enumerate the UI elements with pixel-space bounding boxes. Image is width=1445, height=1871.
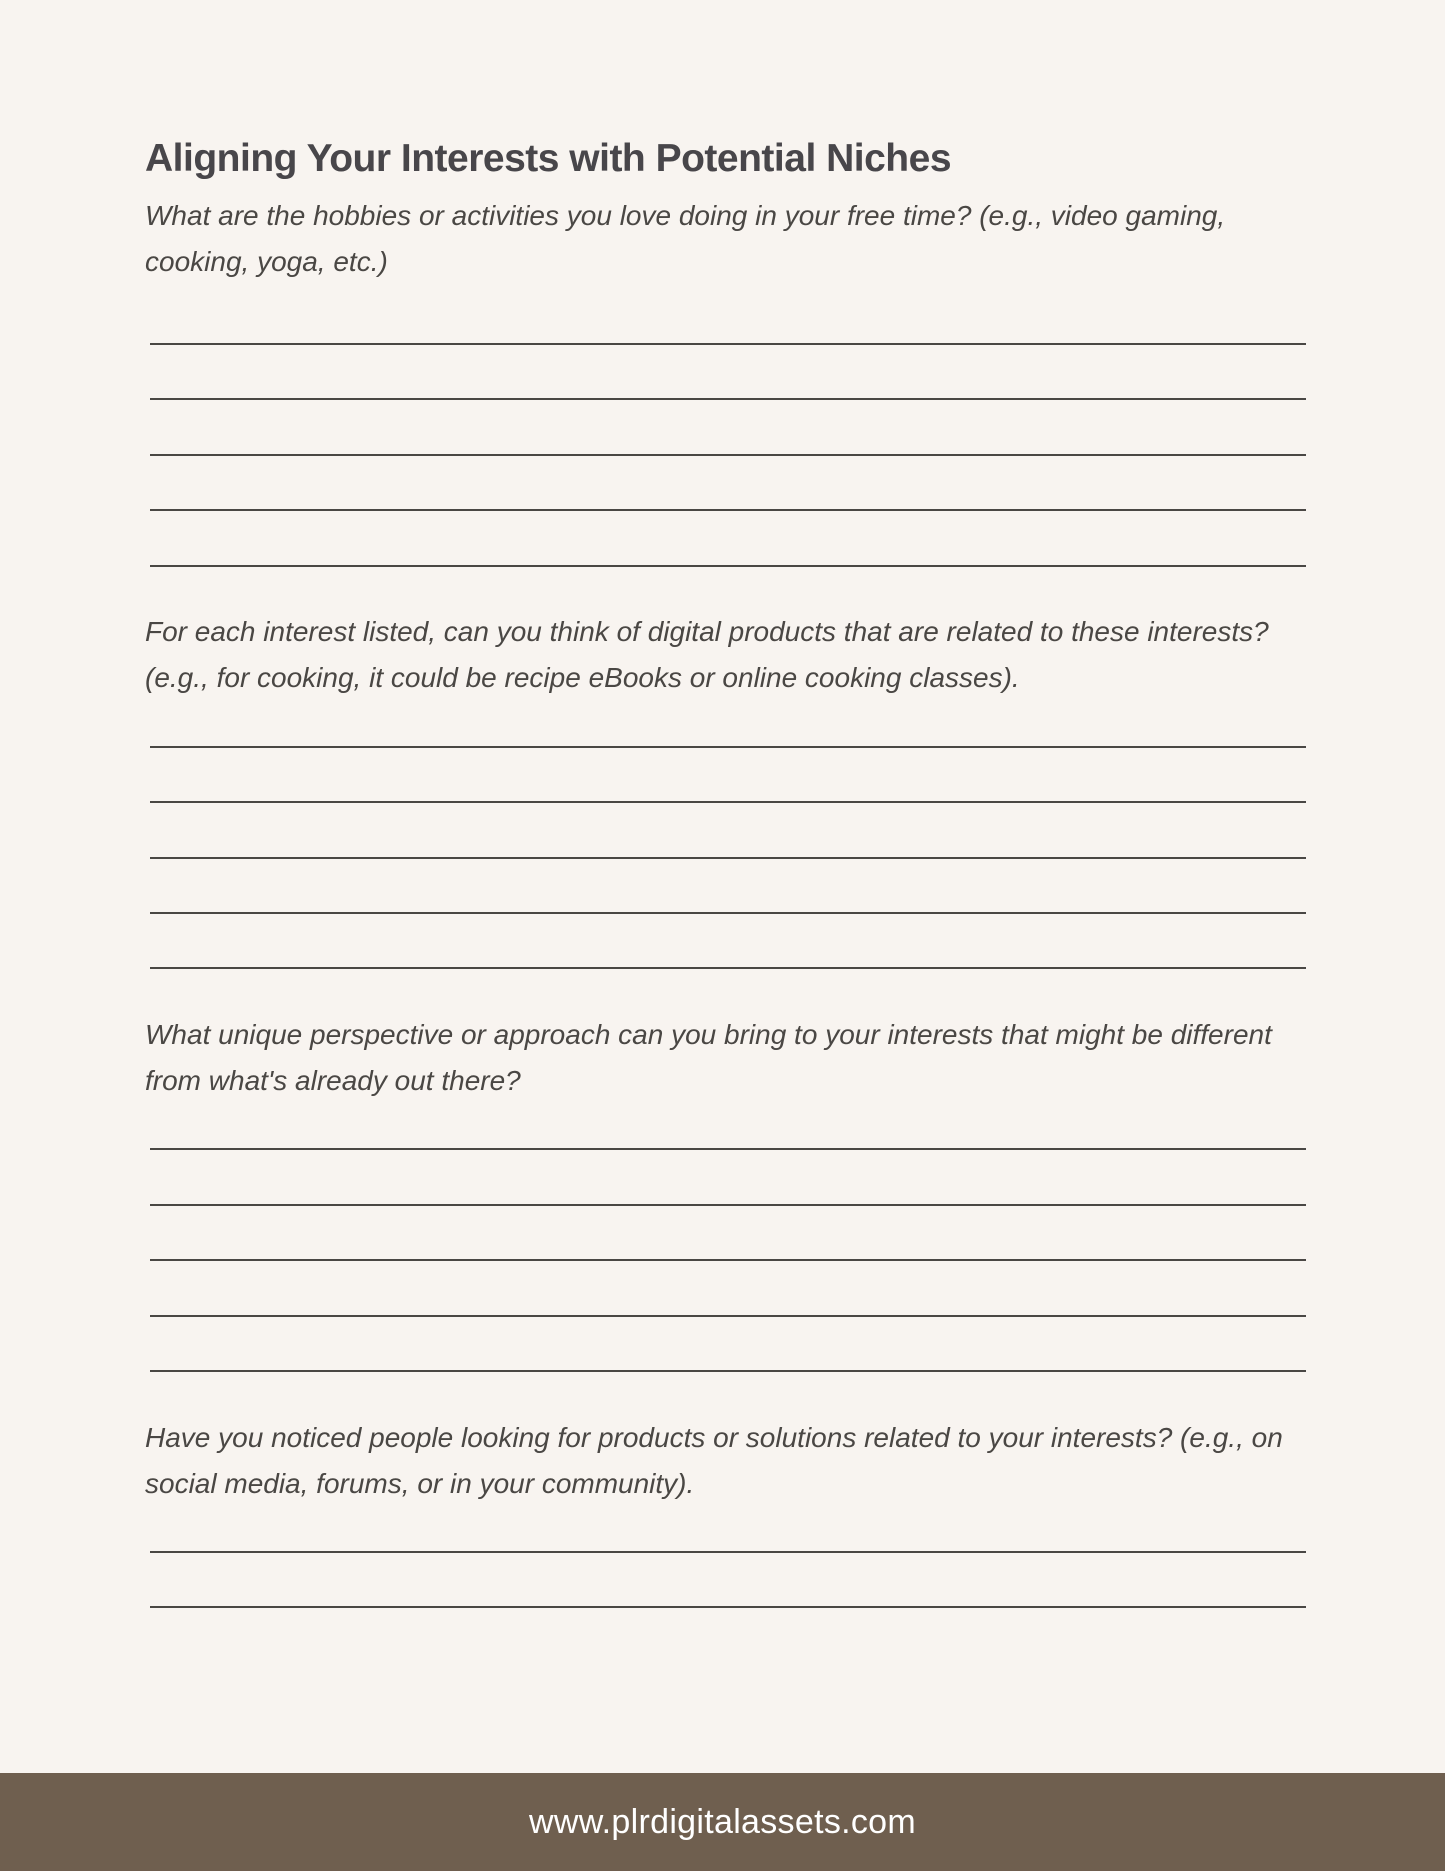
answer-line[interactable] [150, 565, 1306, 567]
page-title: Aligning Your Interests with Potential Niches [145, 137, 952, 180]
answer-line[interactable] [150, 801, 1306, 803]
answer-line[interactable] [150, 1148, 1306, 1150]
footer-url[interactable]: www.plrdigitalassets.com [529, 1802, 916, 1841]
answer-line[interactable] [150, 1370, 1306, 1372]
answer-line[interactable] [150, 746, 1306, 748]
answer-line[interactable] [150, 912, 1306, 914]
answer-line[interactable] [150, 1551, 1306, 1553]
answer-line[interactable] [150, 343, 1306, 345]
answer-line[interactable] [150, 509, 1306, 511]
question-1: What are the hobbies or activities you love doing in your free time? (e.g., video gaming, cooking, yoga, etc.) [145, 200, 1226, 277]
answer-line[interactable] [150, 1315, 1306, 1317]
answer-line[interactable] [150, 1259, 1306, 1261]
answer-line[interactable] [150, 967, 1306, 969]
answer-line[interactable] [150, 398, 1306, 400]
footer-bar [0, 1773, 1445, 1871]
answer-line[interactable] [150, 454, 1306, 456]
answer-line[interactable] [150, 1204, 1306, 1206]
question-2: For each interest listed, can you think of digital products that are related to these interests? (e.g., for cooking, it could be recipe eBooks or online cooking classes). [145, 616, 1269, 693]
answer-line[interactable] [150, 857, 1306, 859]
question-4: Have you noticed people looking for products or solutions related to your interests? (e.g., on social media, forums, or in your community). [145, 1422, 1283, 1499]
answer-line[interactable] [150, 1606, 1306, 1608]
question-3: What unique perspective or approach can you bring to your interests that might be different from what's already out there? [145, 1019, 1272, 1096]
